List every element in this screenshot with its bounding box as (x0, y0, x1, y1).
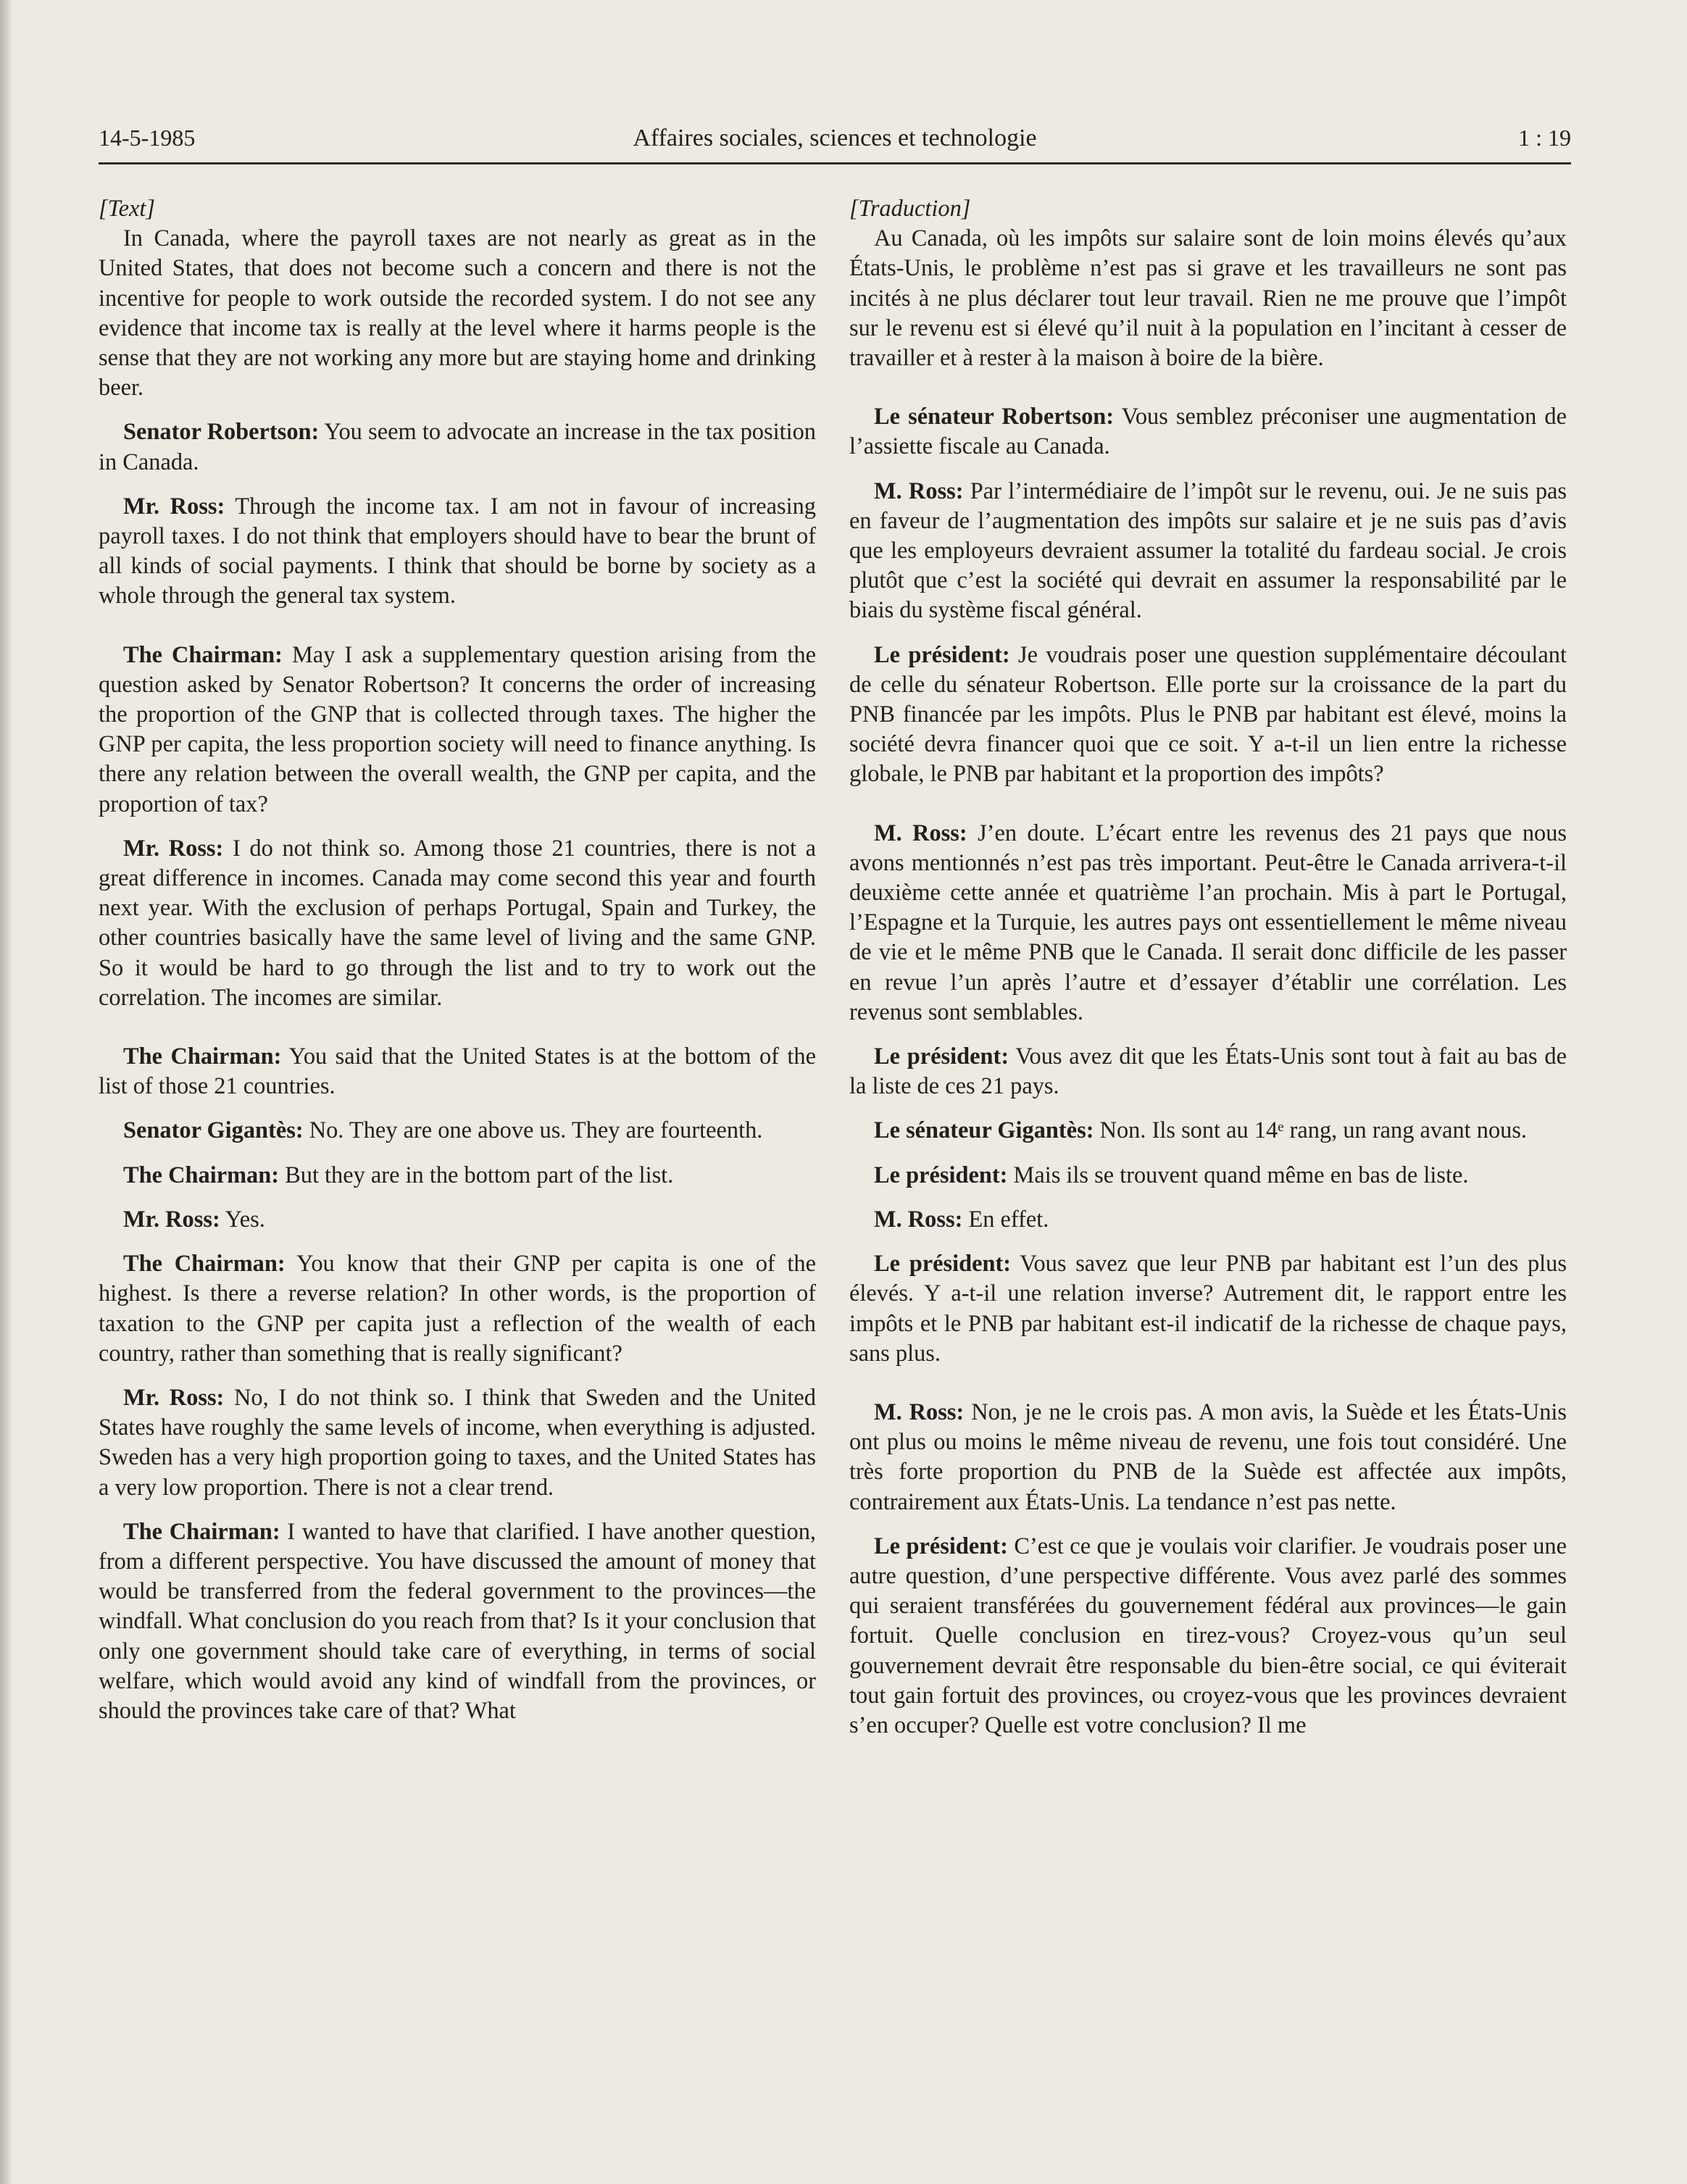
paragraph (849, 641, 1567, 790)
paragraph (99, 1517, 816, 1726)
paragraph (99, 1042, 816, 1101)
speaker-name: Le président: (874, 641, 1010, 668)
speaker-name: The Chairman: (123, 1162, 280, 1188)
paragraph (849, 402, 1567, 462)
speech-text: I wanted to have that clarified. I have another question, from a different perspective. You have discussed the amount of money that would be transferred from the federal government to the provinces—the windfall. What conclusion do you reach from that? Is it your conclusion that only one government should take care of everything, in terms of social welfare, which would avoid any kind of windfall from the provinces, or should the provinces take care of that? What (99, 1518, 816, 1724)
speaker-name: Le président: (874, 1533, 1008, 1559)
speaker-name: Le président: (874, 1162, 1008, 1188)
speaker-name: Mr. Ross: (123, 1206, 220, 1233)
paragraph: In Canada, where the payroll taxes are not nearly as great as in the United States, that does not become such a concern and there is not the incentive for people to work outside the recorded system. I do not see any evidence that income tax is really at the level where it harms people is the sense that they are not working any more but are staying home and drinking beer. (99, 225, 816, 401)
speaker-name: The Chairman: (123, 1251, 286, 1278)
speech-text: No. They are one above us. They are fourteenth. (303, 1117, 763, 1144)
speech-text: Through the income tax. I am not in favour of increasing payroll taxes. I do not think that employers should have to bear the brunt of all kinds of social payments. I think that should be borne by society as a whole through the general tax system. (99, 493, 816, 609)
paragraph (849, 1532, 1567, 1741)
speaker-name: M. Ross: (874, 1399, 965, 1425)
language-tag: [Text] (99, 196, 156, 222)
speech-text: Je voudrais poser une question supplémentaire découlant de celle du sénateur Robertson. Elle porte sur la croissance de la part du PNB financée par les impôts. Plus le PNB par habitant est élevé, moins la société devra financer quoi que ce soit. Y a-t-il un lien entre la richesse globale, le PNB par habitant et la proportion des impôts? (849, 641, 1567, 788)
speech-text: You said that the United States is at the bottom of the list of those 21 countries. (99, 1043, 816, 1100)
speech-text: Mais ils se trouvent quand même en bas de liste. (1007, 1162, 1469, 1188)
paragraph (99, 492, 816, 612)
speaker-name: M. Ross: (874, 820, 967, 846)
header-rule (99, 162, 1571, 164)
paragraph (849, 1398, 1567, 1517)
paragraph (99, 1161, 816, 1191)
speech-text: No, I do not think so. I think that Sweden and the United States have roughly the same levels of income, when everything is adjusted. Sweden has a very high proportion going to taxes, and the United States has a very low proportion. There is not a clear trend. (99, 1384, 816, 1501)
speech-text: J’en doute. L’écart entre les revenus des 21 pays que nous avons mentionnés n’est pas très important. Peut-être le Canada arrivera-t-il deuxième cette année et quatrième l’an prochain. Mis à part le Portugal, l’Espagne et la Turquie, les autres pays ont essentiellement le même niveau de vie et le même PNB que le Canada. Il serait donc difficile de les passer en revue l’un après l’autre et d’essayer d’établir une corrélation. Les revenus sont semblables. (849, 820, 1567, 1025)
paragraph (849, 1116, 1567, 1146)
speaker-name: Mr. Ross: (123, 493, 225, 520)
paragraph (849, 819, 1567, 1028)
french-column (849, 194, 1567, 1755)
paragraph (849, 1205, 1567, 1235)
speech-text: Non, je ne le crois pas. A mon avis, la Suède et les États-Unis ont plus ou moins le même niveau de revenu, une fois tout considéré. Une très forte proportion du PNB de la Suède est affectée aux impôts, contrairement aux États-Unis. La tendance n’est pas nette. (849, 1399, 1567, 1515)
english-column (99, 194, 816, 1741)
speech-text: Vous avez dit que les États-Unis sont tout à fait au bas de la liste de ces 21 pays. (849, 1043, 1567, 1100)
speaker-name: M. Ross: (874, 478, 964, 504)
paragraph (99, 1249, 816, 1369)
header-date: 14-5-1985 (99, 125, 196, 151)
paragraph (99, 834, 816, 1013)
speech-text: You seem to advocate an increase in the tax position in Canada. (99, 419, 816, 475)
paragraph (99, 641, 816, 820)
paragraph (849, 477, 1567, 626)
speaker-name: M. Ross: (874, 1206, 963, 1233)
speech-text: En effet. (962, 1206, 1049, 1233)
speaker-name: The Chairman: (123, 1043, 282, 1070)
paragraph (99, 1383, 816, 1503)
speaker-name: Mr. Ross: (123, 1384, 225, 1411)
paragraph (99, 417, 816, 477)
speaker-name: Senator Gigantès: (123, 1117, 304, 1144)
page-header (99, 122, 1571, 162)
speech-text: Non. Ils sont au 14ᵉ rang, un rang avant nous. (1094, 1117, 1528, 1144)
paragraph: Au Canada, où les impôts sur salaire sont de loin moins élevés qu’aux États-Unis, le problème n’est pas si grave et les travailleurs ne sont pas incités à ne plus déclarer tout leur travail. Rien ne me prouve que l’impôt sur le revenu est si élevé qu’il nuit à la population en l’incitant à cesser de travailler et à rester à la maison à boire de la bière. (849, 225, 1567, 372)
page-edge-shadow (0, 0, 13, 2184)
speech-text: Yes. (220, 1206, 265, 1233)
speaker-name: Senator Robertson: (123, 419, 320, 446)
speech-text: Par l’intermédiaire de l’impôt sur le revenu, oui. Je ne suis pas en faveur de l’augmentation des impôts sur salaire et je ne suis pas d’avis que les employeurs devraient assumer la totalité du fardeau social. Je crois plutôt que c’est la société qui devrait en assumer la responsabilité par le biais du système fiscal général. (849, 478, 1567, 624)
speaker-name: Le président: (874, 1251, 1012, 1278)
paragraph (849, 1042, 1567, 1101)
speaker-name: The Chairman: (123, 1518, 280, 1545)
header-title: Affaires sociales, sciences et technologie (633, 125, 1037, 151)
paragraph (99, 1116, 816, 1146)
speaker-name: Le président: (874, 1043, 1009, 1070)
paragraph (849, 1161, 1567, 1191)
speech-text: Vous savez que leur PNB par habitant est l’un des plus élevés. Y a-t-il une relation inverse? Autrement dit, le rapport entre les impôts et le PNB par habitant est-il indicatif de la richesse de chaque pays, sans plus. (849, 1251, 1567, 1367)
speaker-name: Le sénateur Robertson: (874, 404, 1115, 430)
speaker-name: Mr. Ross: (123, 835, 224, 862)
header-page-number: 1 : 19 (1518, 125, 1571, 151)
paragraph (99, 1205, 816, 1235)
language-tag: [Traduction] (849, 196, 971, 222)
speech-text: C’est ce que je voulais voir clarifier. Je voudrais poser une autre question, d’une perspective différente. Vous avez parlé des sommes qui seraient transférées du gouvernement fédéral aux provinces—le gain fortuit. Quelle conclusion en tirez-vous? Croyez-vous qu’un seul gouvernement devrait être responsable du bien-être social, ce qui éviterait tout gain fortuit des provinces, ou croyez-vous que les provinces devraient s’en occuper? Quelle est votre conclusion? Il me (849, 1533, 1567, 1738)
speaker-name: Le sénateur Gigantès: (874, 1117, 1094, 1144)
paragraph (849, 1249, 1567, 1369)
speech-text: But they are in the bottom part of the list. (279, 1162, 674, 1188)
speech-text: You know that their GNP per capita is one of the highest. Is there a reverse relation? In other words, is the proportion of taxation to the GNP per capita just a reflection of the wealth of each country, rather than something that is really significant? (99, 1251, 817, 1367)
speech-text: I do not think so. Among those 21 countries, there is not a great difference in incomes. Canada may come second this year and fourth next year. With the exclusion of perhaps Portugal, Spain and Turkey, the other countries basically have the same level of living and the same GNP. So it would be hard to go through the list and to try to work out the correlation. The incomes are similar. (99, 835, 816, 1011)
speaker-name: The Chairman: (123, 641, 283, 668)
speech-text: May I ask a supplementary question arising from the question asked by Senator Robertson? It concerns the order of increasing the proportion of the GNP that is collected through taxes. The higher the GNP per capita, the less proportion society will need to finance anything. Is there any relation between the overall wealth, the GNP per capita, and the proportion of tax? (99, 641, 816, 817)
speech-text: Vous semblez préconiser une augmentation de l’assiette fiscale au Canada. (849, 404, 1567, 460)
